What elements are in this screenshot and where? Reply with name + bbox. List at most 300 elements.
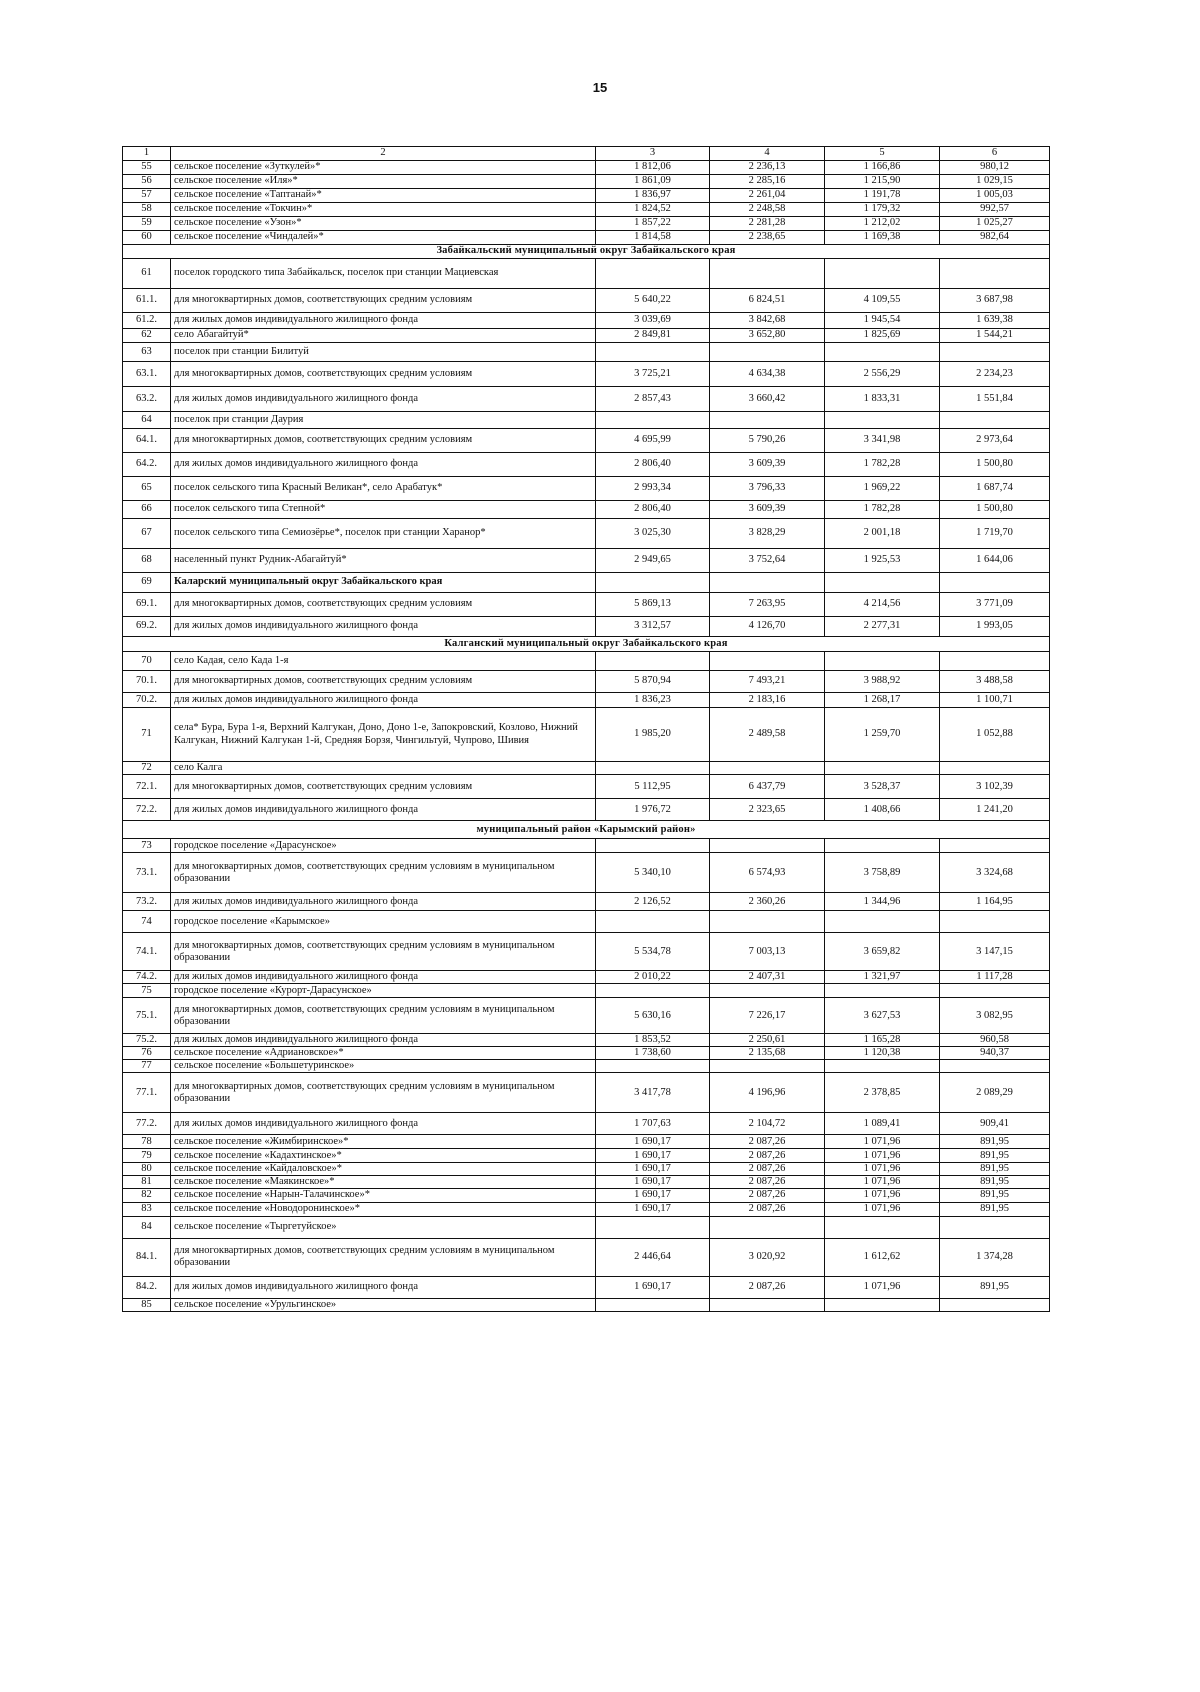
value-col6 xyxy=(940,1060,1050,1073)
value-col3: 1 690,17 xyxy=(596,1135,710,1149)
row-name: сельское поселение «Жимбиринское»* xyxy=(171,1135,596,1149)
value-col3: 1 857,22 xyxy=(596,217,710,231)
table-row xyxy=(123,175,1050,189)
value-col3 xyxy=(596,343,710,362)
row-name: сельское поселение «Токчин»* xyxy=(171,203,596,217)
row-name: для многоквартирных домов, соответствующих средним условиям в муниципальном образовании xyxy=(171,1073,596,1113)
row-name: для многоквартирных домов, соответствующих средним условиям xyxy=(171,593,596,617)
value-col4: 3 828,29 xyxy=(710,519,825,549)
row-name: городское поселение «Дарасунское» xyxy=(171,839,596,853)
value-col5: 1 089,41 xyxy=(825,1113,940,1135)
value-col6: 1 644,06 xyxy=(940,549,1050,573)
value-col6: 891,95 xyxy=(940,1202,1050,1216)
table-row xyxy=(123,387,1050,412)
table-row xyxy=(123,853,1050,893)
value-col5 xyxy=(825,652,940,671)
value-col3: 3 039,69 xyxy=(596,313,710,329)
row-number: 75.2. xyxy=(123,1034,171,1047)
value-col3: 1 985,20 xyxy=(596,708,710,762)
value-col4: 3 796,33 xyxy=(710,477,825,501)
value-col3: 1 814,58 xyxy=(596,231,710,245)
value-col4: 2 250,61 xyxy=(710,1034,825,1047)
section-title: Забайкальский муниципальный округ Забайкальского края xyxy=(123,245,1050,259)
value-col5 xyxy=(825,1298,940,1311)
value-col4: 4 126,70 xyxy=(710,617,825,637)
row-number: 62 xyxy=(123,329,171,343)
row-name: поселок сельского типа Красный Великан*, село Арабатук* xyxy=(171,477,596,501)
row-name: для многоквартирных домов, соответствующих средним условиям xyxy=(171,775,596,799)
value-col6: 1 500,80 xyxy=(940,501,1050,519)
value-col5: 1 071,96 xyxy=(825,1176,940,1189)
value-col4: 3 660,42 xyxy=(710,387,825,412)
value-col4: 3 652,80 xyxy=(710,329,825,343)
row-number: 72.1. xyxy=(123,775,171,799)
value-col6 xyxy=(940,412,1050,429)
table-row xyxy=(123,1060,1050,1073)
value-col5: 1 782,28 xyxy=(825,501,940,519)
row-name: село Калга xyxy=(171,762,596,775)
value-col5: 1 120,38 xyxy=(825,1047,940,1060)
column-header: 3 xyxy=(596,147,710,161)
value-col3: 2 010,22 xyxy=(596,971,710,984)
row-name: сельское поселение «Нарын-Талачинское»* xyxy=(171,1189,596,1202)
value-col5: 1 179,32 xyxy=(825,203,940,217)
row-number: 70 xyxy=(123,652,171,671)
value-col5: 1 071,96 xyxy=(825,1202,940,1216)
row-number: 55 xyxy=(123,161,171,175)
value-col5 xyxy=(825,259,940,289)
value-col4 xyxy=(710,343,825,362)
row-number: 66 xyxy=(123,501,171,519)
value-col3: 1 836,97 xyxy=(596,189,710,203)
value-col3 xyxy=(596,1060,710,1073)
value-col3 xyxy=(596,1216,710,1238)
value-col4: 3 842,68 xyxy=(710,313,825,329)
value-col6: 3 102,39 xyxy=(940,775,1050,799)
table-row xyxy=(123,998,1050,1034)
value-col4: 2 087,26 xyxy=(710,1276,825,1298)
value-col3: 1 812,06 xyxy=(596,161,710,175)
value-col3: 5 870,94 xyxy=(596,671,710,693)
row-number: 78 xyxy=(123,1135,171,1149)
row-number: 65 xyxy=(123,477,171,501)
value-col6: 2 973,64 xyxy=(940,429,1050,453)
value-col3: 5 640,22 xyxy=(596,289,710,313)
value-col3: 5 534,78 xyxy=(596,933,710,971)
value-col6: 960,58 xyxy=(940,1034,1050,1047)
value-col4: 7 493,21 xyxy=(710,671,825,693)
value-col3: 5 869,13 xyxy=(596,593,710,617)
value-col4: 2 236,13 xyxy=(710,161,825,175)
value-col6: 891,95 xyxy=(940,1163,1050,1176)
value-col5 xyxy=(825,911,940,933)
value-col4: 2 087,26 xyxy=(710,1149,825,1163)
table-row xyxy=(123,161,1050,175)
value-col5: 1 215,90 xyxy=(825,175,940,189)
table-row xyxy=(123,762,1050,775)
table-row xyxy=(123,1238,1050,1276)
value-col3: 5 630,16 xyxy=(596,998,710,1034)
value-col6 xyxy=(940,762,1050,775)
value-col6: 891,95 xyxy=(940,1176,1050,1189)
value-col6: 1 117,28 xyxy=(940,971,1050,984)
row-name: для многоквартирных домов, соответствующих средним условиям в муниципальном образовании xyxy=(171,853,596,893)
row-number: 75.1. xyxy=(123,998,171,1034)
value-col4: 2 087,26 xyxy=(710,1163,825,1176)
value-col3: 2 949,65 xyxy=(596,549,710,573)
row-name: для жилых домов индивидуального жилищного фонда xyxy=(171,1276,596,1298)
row-name: для жилых домов индивидуального жилищного фонда xyxy=(171,1034,596,1047)
value-col6 xyxy=(940,573,1050,593)
value-col5: 1 212,02 xyxy=(825,217,940,231)
row-number: 60 xyxy=(123,231,171,245)
row-name: для многоквартирных домов, соответствующих средним условиям xyxy=(171,429,596,453)
value-col4: 3 752,64 xyxy=(710,549,825,573)
value-col6: 3 687,98 xyxy=(940,289,1050,313)
value-col6 xyxy=(940,1298,1050,1311)
value-col4: 3 609,39 xyxy=(710,453,825,477)
value-col4: 4 634,38 xyxy=(710,362,825,387)
value-col6: 1 500,80 xyxy=(940,453,1050,477)
row-name: для многоквартирных домов, соответствующих средним условиям xyxy=(171,362,596,387)
value-col5: 1 259,70 xyxy=(825,708,940,762)
value-col6: 982,64 xyxy=(940,231,1050,245)
value-col5: 2 378,85 xyxy=(825,1073,940,1113)
value-col5: 3 627,53 xyxy=(825,998,940,1034)
value-col6 xyxy=(940,652,1050,671)
section-header-row xyxy=(123,821,1050,839)
row-number: 79 xyxy=(123,1149,171,1163)
value-col3: 1 861,09 xyxy=(596,175,710,189)
value-col5 xyxy=(825,343,940,362)
value-col3 xyxy=(596,839,710,853)
value-col4 xyxy=(710,573,825,593)
value-col5: 3 659,82 xyxy=(825,933,940,971)
row-number: 64 xyxy=(123,412,171,429)
value-col6 xyxy=(940,839,1050,853)
row-number: 74.2. xyxy=(123,971,171,984)
column-header: 2 xyxy=(171,147,596,161)
section-header-row xyxy=(123,637,1050,652)
column-header: 5 xyxy=(825,147,940,161)
table-row xyxy=(123,1189,1050,1202)
value-col3: 4 695,99 xyxy=(596,429,710,453)
row-number: 72 xyxy=(123,762,171,775)
value-col3: 3 312,57 xyxy=(596,617,710,637)
row-name: сельское поселение «Кайдаловское»* xyxy=(171,1163,596,1176)
value-col3: 1 836,23 xyxy=(596,693,710,708)
value-col6: 1 719,70 xyxy=(940,519,1050,549)
table-row xyxy=(123,617,1050,637)
row-number: 59 xyxy=(123,217,171,231)
value-col5: 1 945,54 xyxy=(825,313,940,329)
row-name: для многоквартирных домов, соответствующих средним условиям в муниципальном образовании xyxy=(171,1238,596,1276)
table-row xyxy=(123,1298,1050,1311)
value-col6: 1 241,20 xyxy=(940,799,1050,821)
table-row xyxy=(123,362,1050,387)
value-col4: 7 263,95 xyxy=(710,593,825,617)
table-row xyxy=(123,671,1050,693)
value-col5: 1 071,96 xyxy=(825,1163,940,1176)
row-name: для многоквартирных домов, соответствующих средним условиям в муниципальном образовании xyxy=(171,998,596,1034)
table-row xyxy=(123,573,1050,593)
value-col6: 2 234,23 xyxy=(940,362,1050,387)
row-name: для жилых домов индивидуального жилищного фонда xyxy=(171,971,596,984)
table-row xyxy=(123,549,1050,573)
value-col4: 2 104,72 xyxy=(710,1113,825,1135)
value-col5: 1 969,22 xyxy=(825,477,940,501)
row-name: для жилых домов индивидуального жилищного фонда xyxy=(171,693,596,708)
row-number: 69 xyxy=(123,573,171,593)
row-name: для жилых домов индивидуального жилищного фонда xyxy=(171,617,596,637)
value-col4 xyxy=(710,911,825,933)
value-col6: 3 147,15 xyxy=(940,933,1050,971)
table-row xyxy=(123,984,1050,998)
row-name: для жилых домов индивидуального жилищного фонда xyxy=(171,893,596,911)
tariff-table xyxy=(122,146,1050,1312)
section-title: Калганский муниципальный округ Забайкальского края xyxy=(123,637,1050,652)
row-number: 83 xyxy=(123,1202,171,1216)
row-name: сельское поселение «Зуткулей»* xyxy=(171,161,596,175)
table-row xyxy=(123,343,1050,362)
row-number: 64.1. xyxy=(123,429,171,453)
section-title: муниципальный район «Карымский район» xyxy=(123,821,1050,839)
table-row xyxy=(123,203,1050,217)
value-col3 xyxy=(596,911,710,933)
row-name: Каларский муниципальный округ Забайкальского края xyxy=(171,573,596,593)
value-col3: 1 853,52 xyxy=(596,1034,710,1047)
value-col5: 1 071,96 xyxy=(825,1149,940,1163)
value-col6: 1 025,27 xyxy=(940,217,1050,231)
value-col6 xyxy=(940,343,1050,362)
value-col4 xyxy=(710,762,825,775)
value-col5: 2 277,31 xyxy=(825,617,940,637)
value-col4: 2 281,28 xyxy=(710,217,825,231)
row-name: городское поселение «Карымское» xyxy=(171,911,596,933)
row-number: 68 xyxy=(123,549,171,573)
value-col3: 1 690,17 xyxy=(596,1276,710,1298)
row-number: 85 xyxy=(123,1298,171,1311)
value-col3 xyxy=(596,984,710,998)
table-row xyxy=(123,477,1050,501)
value-col5 xyxy=(825,1216,940,1238)
value-col6 xyxy=(940,984,1050,998)
table-row xyxy=(123,1034,1050,1047)
value-col4: 3 609,39 xyxy=(710,501,825,519)
value-col3: 3 725,21 xyxy=(596,362,710,387)
row-number: 75 xyxy=(123,984,171,998)
value-col3: 3 025,30 xyxy=(596,519,710,549)
table-row xyxy=(123,1176,1050,1189)
value-col6: 1 029,15 xyxy=(940,175,1050,189)
value-col5: 2 556,29 xyxy=(825,362,940,387)
value-col6: 1 374,28 xyxy=(940,1238,1050,1276)
value-col4: 2 087,26 xyxy=(710,1202,825,1216)
table-row xyxy=(123,893,1050,911)
value-col5: 1 833,31 xyxy=(825,387,940,412)
value-col5: 1 071,96 xyxy=(825,1276,940,1298)
value-col4: 2 285,16 xyxy=(710,175,825,189)
row-number: 63.1. xyxy=(123,362,171,387)
table-row xyxy=(123,412,1050,429)
value-col6: 992,57 xyxy=(940,203,1050,217)
value-col6: 891,95 xyxy=(940,1135,1050,1149)
table-row xyxy=(123,799,1050,821)
value-col6: 1 639,38 xyxy=(940,313,1050,329)
row-number: 57 xyxy=(123,189,171,203)
value-col6 xyxy=(940,911,1050,933)
value-col6: 891,95 xyxy=(940,1276,1050,1298)
column-header: 1 xyxy=(123,147,171,161)
value-col6: 1 100,71 xyxy=(940,693,1050,708)
row-number: 67 xyxy=(123,519,171,549)
value-col5: 1 321,97 xyxy=(825,971,940,984)
table-row xyxy=(123,933,1050,971)
value-col5: 1 782,28 xyxy=(825,453,940,477)
row-number: 69.2. xyxy=(123,617,171,637)
value-col6: 1 687,74 xyxy=(940,477,1050,501)
table-row xyxy=(123,1073,1050,1113)
value-col5: 3 341,98 xyxy=(825,429,940,453)
value-col6: 909,41 xyxy=(940,1113,1050,1135)
table-row xyxy=(123,1163,1050,1176)
row-number: 63 xyxy=(123,343,171,362)
value-col4 xyxy=(710,259,825,289)
table-row xyxy=(123,1113,1050,1135)
value-col5: 3 758,89 xyxy=(825,853,940,893)
table-row xyxy=(123,231,1050,245)
row-number: 73 xyxy=(123,839,171,853)
value-col3: 1 690,17 xyxy=(596,1149,710,1163)
value-col4 xyxy=(710,1298,825,1311)
value-col3 xyxy=(596,652,710,671)
value-col4: 7 226,17 xyxy=(710,998,825,1034)
table-row xyxy=(123,519,1050,549)
table-row xyxy=(123,911,1050,933)
row-number: 56 xyxy=(123,175,171,189)
value-col5: 1 071,96 xyxy=(825,1135,940,1149)
row-name: поселок городского типа Забайкальск, поселок при станции Мациевская xyxy=(171,259,596,289)
value-col4: 6 574,93 xyxy=(710,853,825,893)
table-row xyxy=(123,189,1050,203)
row-name: для многоквартирных домов, соответствующих средним условиям в муниципальном образовании xyxy=(171,933,596,971)
value-col3: 1 690,17 xyxy=(596,1202,710,1216)
value-col6 xyxy=(940,259,1050,289)
value-col4 xyxy=(710,984,825,998)
value-col6: 891,95 xyxy=(940,1149,1050,1163)
row-number: 61.1. xyxy=(123,289,171,313)
row-name: сельское поселение «Урульгинское» xyxy=(171,1298,596,1311)
value-col3: 1 690,17 xyxy=(596,1163,710,1176)
table-row xyxy=(123,1135,1050,1149)
value-col5: 1 925,53 xyxy=(825,549,940,573)
value-col3: 1 690,17 xyxy=(596,1176,710,1189)
value-col3: 2 126,52 xyxy=(596,893,710,911)
row-name: городское поселение «Курорт-Дарасунское» xyxy=(171,984,596,998)
value-col4: 2 135,68 xyxy=(710,1047,825,1060)
row-name: сельское поселение «Иля»* xyxy=(171,175,596,189)
page-number: 15 xyxy=(592,80,608,95)
value-col5: 1 166,86 xyxy=(825,161,940,175)
row-name: для многоквартирных домов, соответствующих средним условиям xyxy=(171,289,596,313)
value-col5: 1 191,78 xyxy=(825,189,940,203)
value-col3 xyxy=(596,1298,710,1311)
value-col6: 1 005,03 xyxy=(940,189,1050,203)
value-col4 xyxy=(710,1060,825,1073)
value-col5: 1 825,69 xyxy=(825,329,940,343)
row-name: для многоквартирных домов, соответствующих средним условиям xyxy=(171,671,596,693)
row-number: 73.2. xyxy=(123,893,171,911)
row-number: 70.2. xyxy=(123,693,171,708)
value-col6: 1 164,95 xyxy=(940,893,1050,911)
row-number: 61.2. xyxy=(123,313,171,329)
value-col6: 1 544,21 xyxy=(940,329,1050,343)
value-col4: 2 407,31 xyxy=(710,971,825,984)
table-row xyxy=(123,971,1050,984)
value-col6: 3 324,68 xyxy=(940,853,1050,893)
value-col6: 940,37 xyxy=(940,1047,1050,1060)
row-name: населенный пункт Рудник-Абагайтуй* xyxy=(171,549,596,573)
table-row xyxy=(123,775,1050,799)
value-col5: 1 408,66 xyxy=(825,799,940,821)
value-col5 xyxy=(825,839,940,853)
value-col3: 5 340,10 xyxy=(596,853,710,893)
value-col6: 3 082,95 xyxy=(940,998,1050,1034)
value-col6: 1 052,88 xyxy=(940,708,1050,762)
value-col3: 2 849,81 xyxy=(596,329,710,343)
row-number: 77 xyxy=(123,1060,171,1073)
value-col3: 5 112,95 xyxy=(596,775,710,799)
row-name: село Абагайтуй* xyxy=(171,329,596,343)
value-col6: 1 993,05 xyxy=(940,617,1050,637)
value-col6: 980,12 xyxy=(940,161,1050,175)
table-row xyxy=(123,217,1050,231)
row-number: 84.2. xyxy=(123,1276,171,1298)
value-col4: 2 360,26 xyxy=(710,893,825,911)
value-col5 xyxy=(825,412,940,429)
value-col4: 2 087,26 xyxy=(710,1135,825,1149)
row-name: поселок сельского типа Семиозёрье*, поселок при станции Харанор* xyxy=(171,519,596,549)
row-number: 74.1. xyxy=(123,933,171,971)
table-row xyxy=(123,693,1050,708)
value-col4: 2 087,26 xyxy=(710,1189,825,1202)
row-name: поселок сельского типа Степной* xyxy=(171,501,596,519)
row-name: сельское поселение «Кадахтинское»* xyxy=(171,1149,596,1163)
value-col3: 2 446,64 xyxy=(596,1238,710,1276)
column-header: 4 xyxy=(710,147,825,161)
row-number: 76 xyxy=(123,1047,171,1060)
row-name: поселок при станции Билитуй xyxy=(171,343,596,362)
table-row xyxy=(123,329,1050,343)
value-col3: 2 857,43 xyxy=(596,387,710,412)
value-col4: 2 323,65 xyxy=(710,799,825,821)
value-col4: 7 003,13 xyxy=(710,933,825,971)
value-col5: 1 268,17 xyxy=(825,693,940,708)
table-row xyxy=(123,1216,1050,1238)
row-number: 74 xyxy=(123,911,171,933)
row-name: поселок при станции Даурия xyxy=(171,412,596,429)
value-col6 xyxy=(940,1216,1050,1238)
value-col4: 2 261,04 xyxy=(710,189,825,203)
value-col5: 4 109,55 xyxy=(825,289,940,313)
row-name: сельское поселение «Чиндалей»* xyxy=(171,231,596,245)
row-number: 84 xyxy=(123,1216,171,1238)
value-col3: 1 738,60 xyxy=(596,1047,710,1060)
value-col5: 3 988,92 xyxy=(825,671,940,693)
value-col3 xyxy=(596,259,710,289)
value-col6: 1 551,84 xyxy=(940,387,1050,412)
table-row xyxy=(123,453,1050,477)
